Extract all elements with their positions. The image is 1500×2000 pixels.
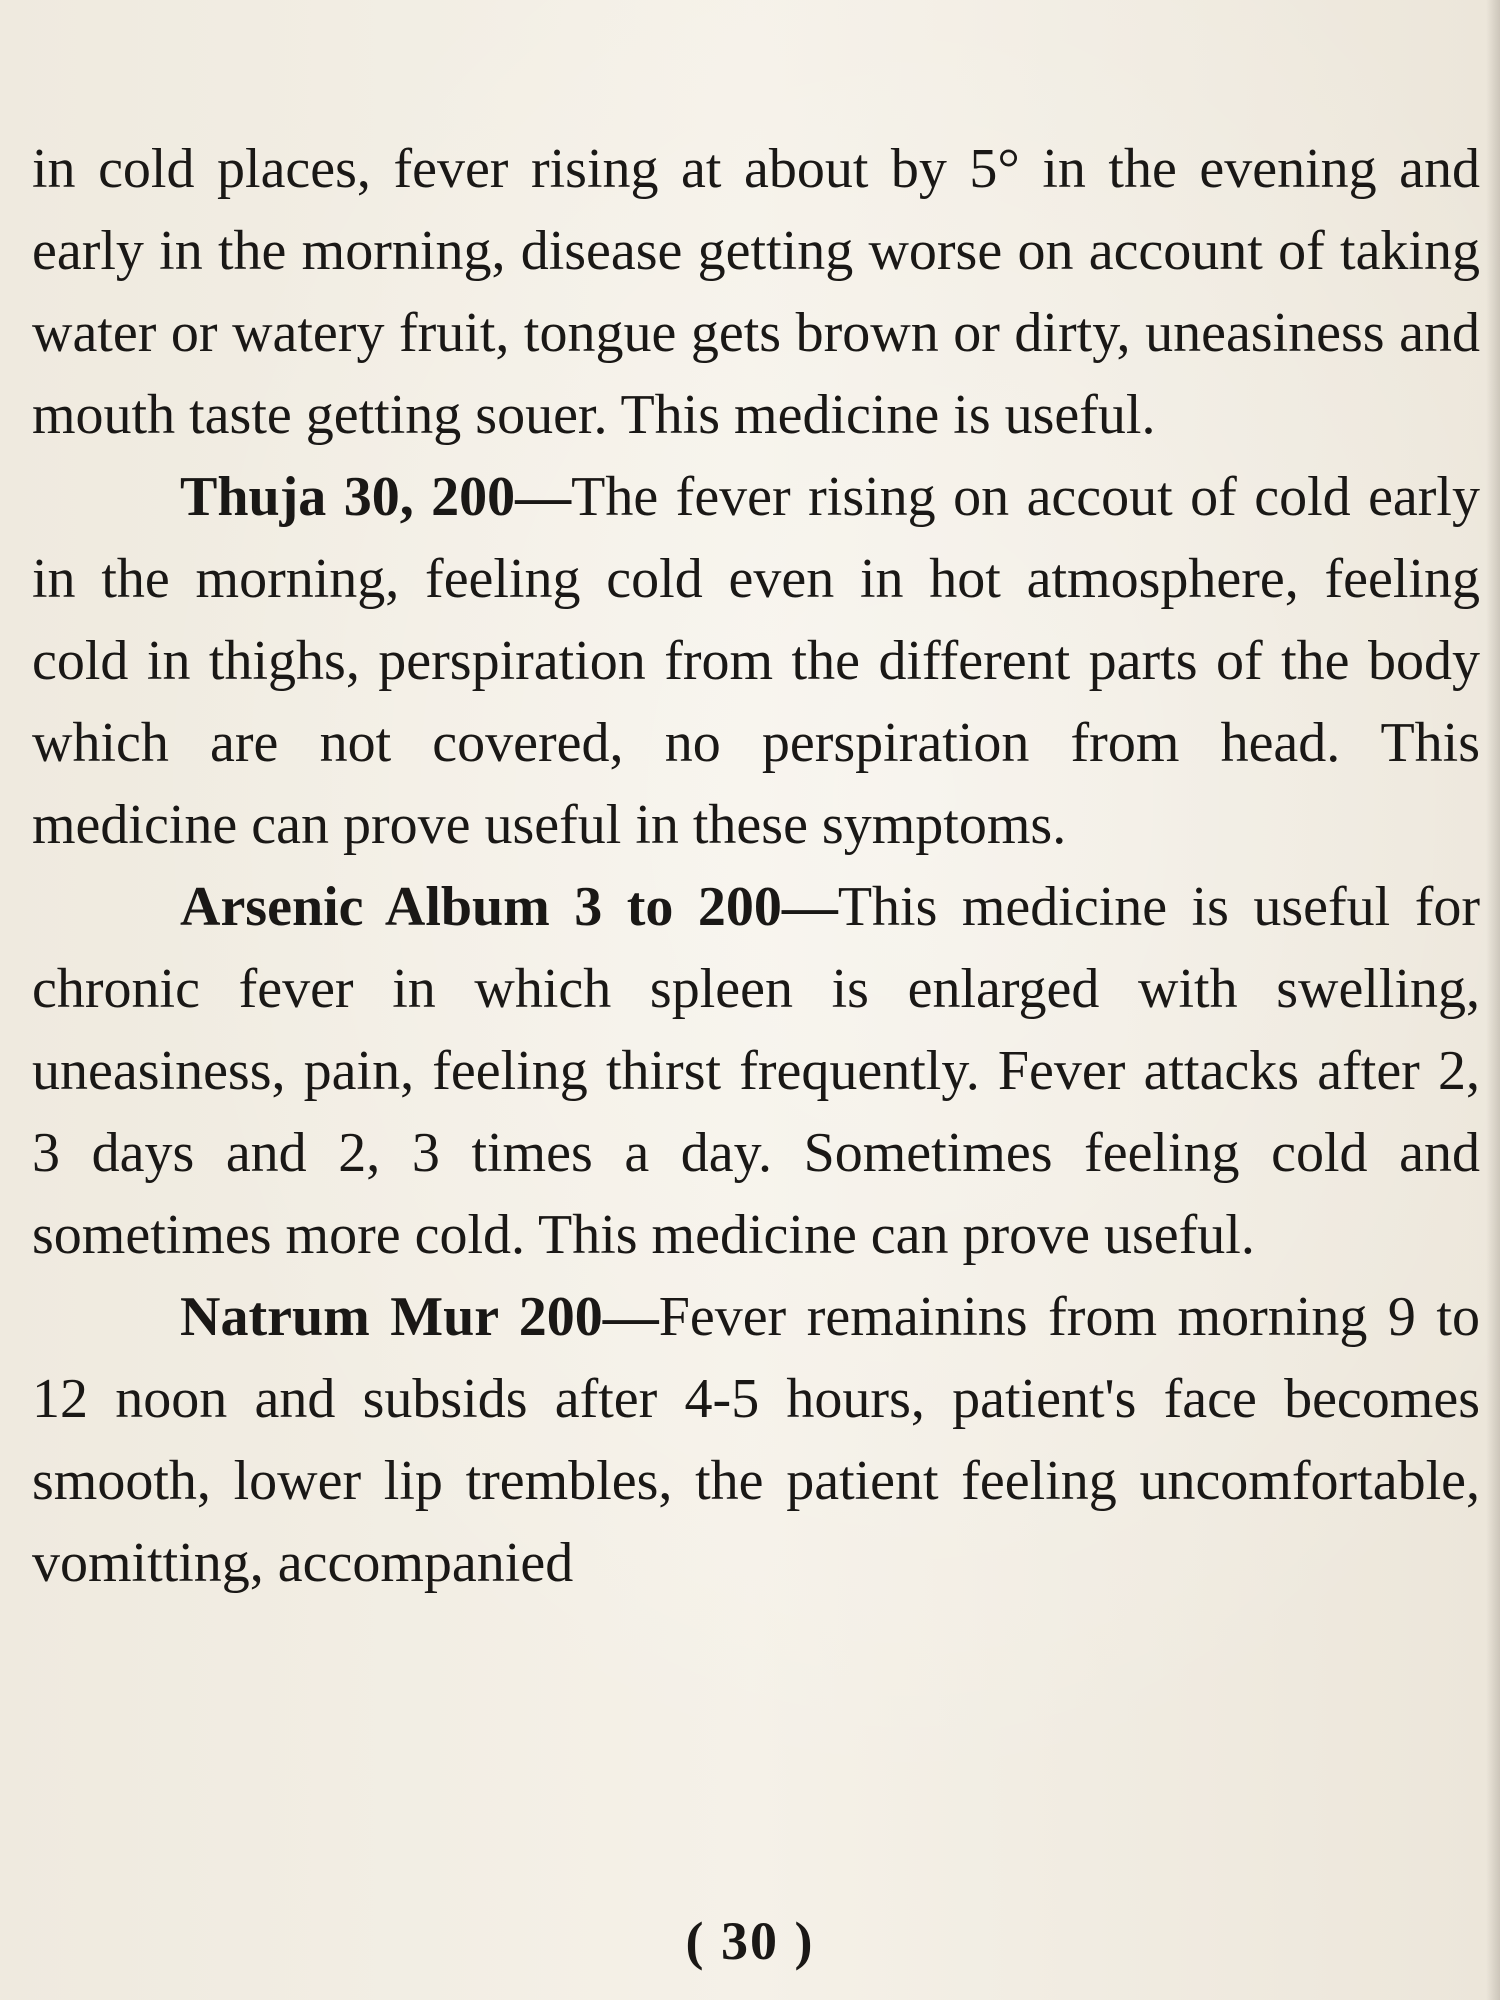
page-edge-shadow — [1486, 0, 1500, 2000]
remedy-description: This medicine is useful for chronic fever in which spleen is enlarged with swelling, uneasiness, pain, feeling thirst frequently. Fever attacks after 2, 3 days and 2, 3 times a day. Sometimes feeling cold and sometimes more cold. This medicine can prove useful. — [32, 876, 1480, 1266]
remedy-description: Fever remainins from morning 9 to 12 noon and subsids after 4-5 hours, patient's face becomes smooth, lower lip trembles, the patient feeling uncomfortable, vomitting, accompanied — [32, 1286, 1480, 1594]
page-number: ( 30 ) — [685, 1911, 815, 1971]
remedy-paragraph-arsenic-album — [32, 866, 1480, 1276]
remedy-name: Arsenic Album 3 to 200— — [180, 876, 838, 938]
remedy-name: Thuja 30, 200— — [180, 466, 572, 528]
body-text — [32, 128, 1480, 1604]
opening-paragraph: in cold places, fever rising at about by 5° in the evening and early in the morning, disease getting worse on account of taking water or watery fruit, tongue gets brown or dirty, uneasiness and mouth taste getting souer. This medicine is useful. — [32, 138, 1480, 446]
remedy-description: The fever rising on accout of cold early in the morning, feeling cold even in hot atmosphere, feeling cold in thighs, perspiration from the different parts of the body which are not covered, no perspiration from head. This medicine can prove useful in these symptoms. — [32, 466, 1480, 856]
remedy-paragraph-thuja — [32, 456, 1480, 866]
remedy-paragraph-natrum-mur — [32, 1276, 1480, 1604]
remedy-name: Natrum Mur 200— — [180, 1286, 659, 1348]
